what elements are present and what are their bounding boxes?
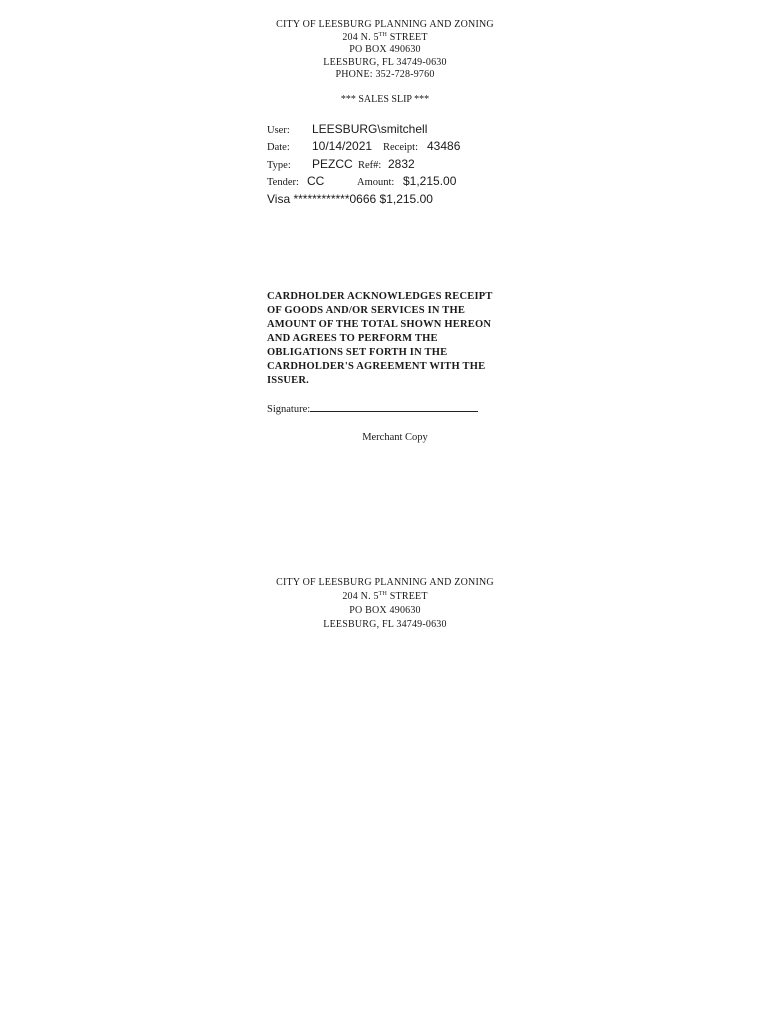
tender-label: Tender: [267,177,299,188]
street-name: STREET [387,31,428,43]
street-name: STREET [387,591,428,602]
ack-line: ISSUER. [267,375,309,386]
street-number: 204 N. 5 [342,31,379,43]
ack-line: OF GOODS AND/OR SERVICES IN THE [267,305,466,316]
receipt-label: Receipt: [383,142,418,153]
amount-label: Amount: [357,177,395,188]
type-label: Type: [267,159,291,171]
transaction-details [267,120,527,208]
po-box: PO BOX 490630 [349,44,421,55]
card-row [267,190,527,208]
ack-line: AND AGREES TO PERFORM THE [267,333,438,344]
sales-slip-title: *** SALES SLIP *** [340,94,430,105]
ack-line: CARDHOLDER ACKNOWLEDGES RECEIPT [267,291,493,302]
receipt-value: 43486 [427,139,461,153]
ref-label: Ref#: [358,159,382,171]
type-value: PEZCC [312,156,353,171]
user-row [267,120,527,138]
ack-line: OBLIGATIONS SET FORTH IN THE [267,347,448,358]
date-label: Date: [267,142,290,153]
phone-number: PHONE: 352-728-9760 [335,69,435,80]
signature-label: Signature: [267,404,311,415]
tender-row [267,173,527,191]
city-state-zip: LEESBURG, FL 34749-0630 [323,56,447,68]
street-address [0,32,770,45]
receipt-header [0,19,770,82]
ack-line: CARDHOLDER'S AGREEMENT WITH THE [267,361,486,372]
cardholder-acknowledgement [267,290,517,388]
tender-value: CC [307,174,325,188]
amount-value: $1,215.00 [403,174,457,188]
type-row [267,155,527,173]
signature-line [310,402,478,412]
date-value: 10/14/2021 [312,139,373,153]
street-number: 204 N. 5 [342,591,379,602]
card-line: Visa ************0666 $1,215.00 [267,191,433,206]
city-state-zip: LEESBURG, FL 34749-0630 [323,619,447,630]
ack-line: AMOUNT OF THE TOTAL SHOWN HEREON [267,319,492,330]
date-row [267,138,527,156]
organization-name: CITY OF LEESBURG PLANNING AND ZONING [276,19,494,30]
merchant-copy-label: Merchant Copy [362,432,428,443]
street-suffix: TH [378,31,388,38]
signature-area [267,402,478,415]
ref-value: 2832 [388,156,415,171]
organization-name: CITY OF LEESBURG PLANNING AND ZONING [276,577,494,588]
receipt-header-second [0,576,770,632]
user-label: User: [267,124,290,136]
po-box: PO BOX 490630 [349,605,421,616]
street-address [0,590,770,604]
user-value: LEESBURG\smitchell [312,121,428,136]
street-suffix: TH [378,591,388,597]
